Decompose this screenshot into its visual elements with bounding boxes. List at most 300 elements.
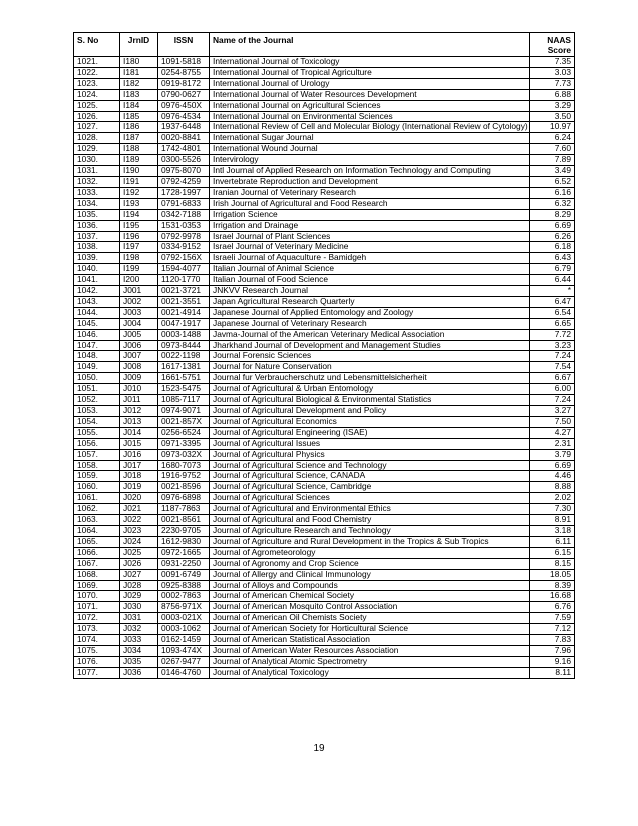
cell-jrnid: J036 bbox=[120, 667, 158, 678]
cell-issn: 1120-1770 bbox=[158, 275, 210, 286]
cell-jrnid: J014 bbox=[120, 427, 158, 438]
cell-sno: 1044. bbox=[74, 307, 120, 318]
cell-naas-score: 6.65 bbox=[530, 318, 575, 329]
cell-sno: 1073. bbox=[74, 624, 120, 635]
cell-journal-name: Journal of Agricultural Science, Cambridge bbox=[210, 482, 530, 493]
table-row bbox=[74, 493, 575, 504]
header-sno: S. No bbox=[74, 33, 120, 57]
cell-issn: 0021-8561 bbox=[158, 515, 210, 526]
table-row bbox=[74, 624, 575, 635]
table-row bbox=[74, 558, 575, 569]
cell-issn: 0021-857X bbox=[158, 416, 210, 427]
cell-sno: 1068. bbox=[74, 569, 120, 580]
cell-naas-score: 6.47 bbox=[530, 296, 575, 307]
cell-journal-name: Journal of Alloys and Compounds bbox=[210, 580, 530, 591]
cell-issn: 0976-6898 bbox=[158, 493, 210, 504]
cell-naas-score: 7.30 bbox=[530, 504, 575, 515]
header-issn: ISSN bbox=[158, 33, 210, 57]
cell-journal-name: International Journal of Tropical Agriculture bbox=[210, 67, 530, 78]
table-row bbox=[74, 329, 575, 340]
cell-jrnid: J003 bbox=[120, 307, 158, 318]
table-row bbox=[74, 57, 575, 68]
cell-sno: 1054. bbox=[74, 416, 120, 427]
cell-journal-name: Journal of Agricultural and Food Chemistry bbox=[210, 515, 530, 526]
table-row bbox=[74, 471, 575, 482]
cell-journal-name: Italian Journal of Food Science bbox=[210, 275, 530, 286]
cell-naas-score: 3.23 bbox=[530, 340, 575, 351]
cell-jrnid: I199 bbox=[120, 264, 158, 275]
table-row bbox=[74, 406, 575, 417]
cell-issn: 1728-1997 bbox=[158, 187, 210, 198]
table-row bbox=[74, 286, 575, 297]
cell-issn: 0972-1665 bbox=[158, 547, 210, 558]
table-row bbox=[74, 515, 575, 526]
cell-sno: 1033. bbox=[74, 187, 120, 198]
cell-jrnid: J020 bbox=[120, 493, 158, 504]
table-row bbox=[74, 198, 575, 209]
cell-naas-score: 4.46 bbox=[530, 471, 575, 482]
cell-journal-name: International Journal of Toxicology bbox=[210, 57, 530, 68]
cell-jrnid: J009 bbox=[120, 373, 158, 384]
cell-sno: 1061. bbox=[74, 493, 120, 504]
cell-jrnid: J021 bbox=[120, 504, 158, 515]
cell-issn: 0975-8070 bbox=[158, 166, 210, 177]
cell-naas-score: 8.39 bbox=[530, 580, 575, 591]
cell-naas-score: 3.29 bbox=[530, 100, 575, 111]
cell-jrnid: J012 bbox=[120, 406, 158, 417]
cell-journal-name: Journal of Agronomy and Crop Science bbox=[210, 558, 530, 569]
cell-journal-name: Journal of Agriculture Research and Technology bbox=[210, 525, 530, 536]
table-row bbox=[74, 427, 575, 438]
cell-jrnid: J010 bbox=[120, 384, 158, 395]
cell-naas-score: 6.24 bbox=[530, 133, 575, 144]
cell-issn: 0976-450X bbox=[158, 100, 210, 111]
cell-jrnid: I198 bbox=[120, 253, 158, 264]
cell-issn: 1085-7117 bbox=[158, 395, 210, 406]
header-naas-score-line2: Score bbox=[547, 45, 571, 55]
cell-sno: 1058. bbox=[74, 460, 120, 471]
cell-journal-name: Journal of Agriculture and Rural Development in the Tropics & Sub Tropics bbox=[210, 536, 530, 547]
header-journal-name: Name of the Journal bbox=[210, 33, 530, 57]
cell-issn: 0973-032X bbox=[158, 449, 210, 460]
table-row bbox=[74, 242, 575, 253]
cell-naas-score: 7.24 bbox=[530, 351, 575, 362]
cell-jrnid: J013 bbox=[120, 416, 158, 427]
table-row bbox=[74, 209, 575, 220]
cell-sno: 1066. bbox=[74, 547, 120, 558]
table-row bbox=[74, 351, 575, 362]
cell-journal-name: Journal of American Mosquito Control Association bbox=[210, 602, 530, 613]
cell-naas-score: 4.27 bbox=[530, 427, 575, 438]
cell-jrnid: I200 bbox=[120, 275, 158, 286]
cell-naas-score: 10.97 bbox=[530, 122, 575, 133]
cell-issn: 8756-971X bbox=[158, 602, 210, 613]
cell-naas-score: 6.18 bbox=[530, 242, 575, 253]
cell-journal-name: International Sugar Journal bbox=[210, 133, 530, 144]
cell-journal-name: Journal of Allergy and Clinical Immunology bbox=[210, 569, 530, 580]
cell-jrnid: I191 bbox=[120, 176, 158, 187]
cell-jrnid: J004 bbox=[120, 318, 158, 329]
cell-jrnid: J017 bbox=[120, 460, 158, 471]
cell-naas-score: 8.88 bbox=[530, 482, 575, 493]
cell-jrnid: I197 bbox=[120, 242, 158, 253]
cell-issn: 0300-5526 bbox=[158, 155, 210, 166]
cell-issn: 0021-3721 bbox=[158, 286, 210, 297]
cell-jrnid: J015 bbox=[120, 438, 158, 449]
cell-journal-name: JNKVV Research Journal bbox=[210, 286, 530, 297]
cell-naas-score: 7.89 bbox=[530, 155, 575, 166]
cell-sno: 1062. bbox=[74, 504, 120, 515]
cell-naas-score: 6.69 bbox=[530, 460, 575, 471]
cell-naas-score: 7.96 bbox=[530, 645, 575, 656]
cell-journal-name: Invertebrate Reproduction and Development bbox=[210, 176, 530, 187]
table-row bbox=[74, 482, 575, 493]
table-row bbox=[74, 307, 575, 318]
table-row bbox=[74, 449, 575, 460]
table-row bbox=[74, 591, 575, 602]
cell-jrnid: I194 bbox=[120, 209, 158, 220]
cell-naas-score: 6.11 bbox=[530, 536, 575, 547]
table-row bbox=[74, 602, 575, 613]
cell-issn: 0254-8755 bbox=[158, 67, 210, 78]
cell-issn: 0919-8172 bbox=[158, 78, 210, 89]
cell-naas-score: 6.52 bbox=[530, 176, 575, 187]
cell-sno: 1022. bbox=[74, 67, 120, 78]
cell-jrnid: J025 bbox=[120, 547, 158, 558]
cell-naas-score: 3.27 bbox=[530, 406, 575, 417]
cell-jrnid: J005 bbox=[120, 329, 158, 340]
cell-sno: 1027. bbox=[74, 122, 120, 133]
cell-naas-score: 6.26 bbox=[530, 231, 575, 242]
table-row bbox=[74, 438, 575, 449]
cell-journal-name: Journal of American Water Resources Association bbox=[210, 645, 530, 656]
cell-jrnid: I189 bbox=[120, 155, 158, 166]
journal-table bbox=[73, 32, 575, 679]
cell-journal-name: Journal Forensic Sciences bbox=[210, 351, 530, 362]
cell-issn: 1916-9752 bbox=[158, 471, 210, 482]
cell-jrnid: J001 bbox=[120, 286, 158, 297]
cell-naas-score: 3.03 bbox=[530, 67, 575, 78]
cell-issn: 0334-9152 bbox=[158, 242, 210, 253]
cell-journal-name: Journal for Nature Conservation bbox=[210, 362, 530, 373]
cell-jrnid: I193 bbox=[120, 198, 158, 209]
cell-issn: 1187-7863 bbox=[158, 504, 210, 515]
cell-sno: 1032. bbox=[74, 176, 120, 187]
cell-sno: 1031. bbox=[74, 166, 120, 177]
cell-sno: 1025. bbox=[74, 100, 120, 111]
table-row bbox=[74, 67, 575, 78]
cell-sno: 1023. bbox=[74, 78, 120, 89]
cell-jrnid: I184 bbox=[120, 100, 158, 111]
cell-sno: 1051. bbox=[74, 384, 120, 395]
cell-jrnid: I195 bbox=[120, 220, 158, 231]
cell-issn: 0792-4259 bbox=[158, 176, 210, 187]
cell-sno: 1071. bbox=[74, 602, 120, 613]
cell-jrnid: J029 bbox=[120, 591, 158, 602]
cell-sno: 1057. bbox=[74, 449, 120, 460]
cell-naas-score: 6.54 bbox=[530, 307, 575, 318]
cell-journal-name: Italian Journal of Animal Science bbox=[210, 264, 530, 275]
table-row bbox=[74, 296, 575, 307]
cell-jrnid: J030 bbox=[120, 602, 158, 613]
cell-sno: 1069. bbox=[74, 580, 120, 591]
cell-journal-name: Javma-Journal of the American Veterinary Medical Association bbox=[210, 329, 530, 340]
cell-naas-score: 8.11 bbox=[530, 667, 575, 678]
cell-journal-name: Journal of Agricultural Economics bbox=[210, 416, 530, 427]
cell-jrnid: J032 bbox=[120, 624, 158, 635]
table-row bbox=[74, 111, 575, 122]
cell-issn: 0021-3551 bbox=[158, 296, 210, 307]
cell-issn: 0791-6833 bbox=[158, 198, 210, 209]
cell-jrnid: I182 bbox=[120, 78, 158, 89]
cell-sno: 1046. bbox=[74, 329, 120, 340]
cell-journal-name: Japanese Journal of Veterinary Research bbox=[210, 318, 530, 329]
cell-journal-name: Intl Journal of Applied Research on Information Technology and Computing bbox=[210, 166, 530, 177]
cell-issn: 0021-4914 bbox=[158, 307, 210, 318]
cell-sno: 1065. bbox=[74, 536, 120, 547]
cell-issn: 1531-0353 bbox=[158, 220, 210, 231]
cell-journal-name: Japan Agricultural Research Quarterly bbox=[210, 296, 530, 307]
cell-sno: 1059. bbox=[74, 471, 120, 482]
cell-jrnid: J035 bbox=[120, 656, 158, 667]
cell-sno: 1030. bbox=[74, 155, 120, 166]
cell-jrnid: I180 bbox=[120, 57, 158, 68]
cell-journal-name: Journal of Agricultural Science, CANADA bbox=[210, 471, 530, 482]
cell-sno: 1064. bbox=[74, 525, 120, 536]
cell-naas-score: 7.73 bbox=[530, 78, 575, 89]
cell-naas-score: 6.67 bbox=[530, 373, 575, 384]
table-row bbox=[74, 536, 575, 547]
cell-journal-name: Journal of Agricultural and Environmental Ethics bbox=[210, 504, 530, 515]
cell-sno: 1063. bbox=[74, 515, 120, 526]
cell-naas-score: 8.91 bbox=[530, 515, 575, 526]
table-row bbox=[74, 580, 575, 591]
cell-issn: 0003-021X bbox=[158, 613, 210, 624]
table-row bbox=[74, 220, 575, 231]
cell-journal-name: Israeli Journal of Aquaculture - Bamidgeh bbox=[210, 253, 530, 264]
cell-sno: 1053. bbox=[74, 406, 120, 417]
cell-sno: 1048. bbox=[74, 351, 120, 362]
cell-naas-score: 3.49 bbox=[530, 166, 575, 177]
cell-naas-score: 6.00 bbox=[530, 384, 575, 395]
cell-naas-score: 3.50 bbox=[530, 111, 575, 122]
cell-journal-name: Journal of Agricultural Biological & Environmental Statistics bbox=[210, 395, 530, 406]
cell-naas-score: 3.18 bbox=[530, 525, 575, 536]
cell-naas-score: 8.29 bbox=[530, 209, 575, 220]
header-naas-score bbox=[530, 33, 575, 57]
cell-issn: 0267-9477 bbox=[158, 656, 210, 667]
cell-naas-score: 7.35 bbox=[530, 57, 575, 68]
cell-sno: 1050. bbox=[74, 373, 120, 384]
cell-jrnid: J028 bbox=[120, 580, 158, 591]
table-row bbox=[74, 275, 575, 286]
table-row bbox=[74, 362, 575, 373]
table-row bbox=[74, 656, 575, 667]
cell-sno: 1034. bbox=[74, 198, 120, 209]
cell-naas-score: 18.05 bbox=[530, 569, 575, 580]
cell-jrnid: J018 bbox=[120, 471, 158, 482]
cell-issn: 1937-6448 bbox=[158, 122, 210, 133]
cell-journal-name: Journal of American Chemical Society bbox=[210, 591, 530, 602]
table-row bbox=[74, 504, 575, 515]
cell-issn: 0047-1917 bbox=[158, 318, 210, 329]
cell-journal-name: Jharkhand Journal of Development and Management Studies bbox=[210, 340, 530, 351]
table-row bbox=[74, 416, 575, 427]
cell-sno: 1076. bbox=[74, 656, 120, 667]
cell-issn: 0002-7863 bbox=[158, 591, 210, 602]
cell-naas-score: 6.44 bbox=[530, 275, 575, 286]
cell-naas-score: 6.69 bbox=[530, 220, 575, 231]
cell-jrnid: J006 bbox=[120, 340, 158, 351]
cell-journal-name: Journal fur Verbraucherschutz und Lebensmittelsicherheit bbox=[210, 373, 530, 384]
table-body bbox=[74, 57, 575, 679]
cell-jrnid: J019 bbox=[120, 482, 158, 493]
cell-issn: 0022-1198 bbox=[158, 351, 210, 362]
cell-journal-name: Journal of Agricultural Engineering (ISAE) bbox=[210, 427, 530, 438]
cell-sno: 1026. bbox=[74, 111, 120, 122]
cell-jrnid: I186 bbox=[120, 122, 158, 133]
cell-journal-name: Journal of American Oil Chemists Society bbox=[210, 613, 530, 624]
cell-jrnid: I196 bbox=[120, 231, 158, 242]
cell-jrnid: I185 bbox=[120, 111, 158, 122]
cell-jrnid: J024 bbox=[120, 536, 158, 547]
cell-issn: 1742-4801 bbox=[158, 144, 210, 155]
cell-sno: 1077. bbox=[74, 667, 120, 678]
cell-naas-score: 7.54 bbox=[530, 362, 575, 373]
cell-issn: 0792-9978 bbox=[158, 231, 210, 242]
cell-jrnid: J026 bbox=[120, 558, 158, 569]
cell-issn: 0020-8841 bbox=[158, 133, 210, 144]
cell-sno: 1043. bbox=[74, 296, 120, 307]
cell-jrnid: J008 bbox=[120, 362, 158, 373]
table-row bbox=[74, 395, 575, 406]
table-row bbox=[74, 340, 575, 351]
cell-naas-score: 7.60 bbox=[530, 144, 575, 155]
cell-issn: 1617-1381 bbox=[158, 362, 210, 373]
cell-sno: 1038. bbox=[74, 242, 120, 253]
cell-naas-score: 6.32 bbox=[530, 198, 575, 209]
cell-sno: 1049. bbox=[74, 362, 120, 373]
table-row bbox=[74, 384, 575, 395]
cell-journal-name: International Wound Journal bbox=[210, 144, 530, 155]
table-row bbox=[74, 667, 575, 678]
cell-journal-name: Journal of Analytical Toxicology bbox=[210, 667, 530, 678]
cell-naas-score: * bbox=[530, 286, 575, 297]
cell-sno: 1072. bbox=[74, 613, 120, 624]
cell-issn: 0792-156X bbox=[158, 253, 210, 264]
cell-sno: 1052. bbox=[74, 395, 120, 406]
table-row bbox=[74, 155, 575, 166]
cell-issn: 0971-3395 bbox=[158, 438, 210, 449]
cell-sno: 1045. bbox=[74, 318, 120, 329]
cell-sno: 1042. bbox=[74, 286, 120, 297]
cell-sno: 1074. bbox=[74, 635, 120, 646]
cell-jrnid: I188 bbox=[120, 144, 158, 155]
table-row bbox=[74, 231, 575, 242]
cell-sno: 1056. bbox=[74, 438, 120, 449]
table-row bbox=[74, 264, 575, 275]
cell-jrnid: J023 bbox=[120, 525, 158, 536]
cell-journal-name: Journal of Agricultural Physics bbox=[210, 449, 530, 460]
cell-journal-name: Journal of Analytical Atomic Spectrometry bbox=[210, 656, 530, 667]
cell-naas-score: 6.16 bbox=[530, 187, 575, 198]
cell-issn: 0342-7188 bbox=[158, 209, 210, 220]
cell-sno: 1036. bbox=[74, 220, 120, 231]
cell-naas-score: 7.59 bbox=[530, 613, 575, 624]
cell-jrnid: J031 bbox=[120, 613, 158, 624]
cell-journal-name: Irrigation Science bbox=[210, 209, 530, 220]
cell-issn: 0162-1459 bbox=[158, 635, 210, 646]
table-row bbox=[74, 635, 575, 646]
cell-journal-name: Journal of Agricultural Sciences bbox=[210, 493, 530, 504]
cell-sno: 1028. bbox=[74, 133, 120, 144]
table-header-row bbox=[74, 33, 575, 57]
cell-naas-score: 2.02 bbox=[530, 493, 575, 504]
table-row bbox=[74, 176, 575, 187]
table-row bbox=[74, 253, 575, 264]
cell-jrnid: J034 bbox=[120, 645, 158, 656]
cell-journal-name: International Journal on Environmental Sciences bbox=[210, 111, 530, 122]
cell-sno: 1037. bbox=[74, 231, 120, 242]
page-number: 19 bbox=[313, 743, 325, 754]
table-row bbox=[74, 547, 575, 558]
cell-sno: 1024. bbox=[74, 89, 120, 100]
table-row bbox=[74, 187, 575, 198]
cell-journal-name: Journal of American Statistical Association bbox=[210, 635, 530, 646]
cell-issn: 1612-9830 bbox=[158, 536, 210, 547]
cell-issn: 0790-0627 bbox=[158, 89, 210, 100]
table-row bbox=[74, 613, 575, 624]
cell-naas-score: 6.15 bbox=[530, 547, 575, 558]
header-jrnid: JrnID bbox=[120, 33, 158, 57]
cell-journal-name: Israel Journal of Veterinary Medicine bbox=[210, 242, 530, 253]
cell-sno: 1021. bbox=[74, 57, 120, 68]
cell-jrnid: J027 bbox=[120, 569, 158, 580]
cell-journal-name: International Journal on Agricultural Sciences bbox=[210, 100, 530, 111]
cell-naas-score: 7.24 bbox=[530, 395, 575, 406]
cell-jrnid: J007 bbox=[120, 351, 158, 362]
cell-sno: 1041. bbox=[74, 275, 120, 286]
cell-sno: 1055. bbox=[74, 427, 120, 438]
cell-sno: 1040. bbox=[74, 264, 120, 275]
table-row bbox=[74, 144, 575, 155]
cell-naas-score: 6.76 bbox=[530, 602, 575, 613]
cell-issn: 0003-1488 bbox=[158, 329, 210, 340]
cell-naas-score: 7.12 bbox=[530, 624, 575, 635]
cell-naas-score: 7.83 bbox=[530, 635, 575, 646]
cell-naas-score: 6.43 bbox=[530, 253, 575, 264]
cell-sno: 1070. bbox=[74, 591, 120, 602]
cell-issn: 1661-5751 bbox=[158, 373, 210, 384]
cell-naas-score: 7.72 bbox=[530, 329, 575, 340]
cell-sno: 1047. bbox=[74, 340, 120, 351]
cell-jrnid: J016 bbox=[120, 449, 158, 460]
table-row bbox=[74, 133, 575, 144]
cell-naas-score: 3.79 bbox=[530, 449, 575, 460]
table-row bbox=[74, 166, 575, 177]
cell-issn: 0256-6524 bbox=[158, 427, 210, 438]
cell-sno: 1029. bbox=[74, 144, 120, 155]
cell-issn: 0146-4760 bbox=[158, 667, 210, 678]
cell-naas-score: 2.31 bbox=[530, 438, 575, 449]
cell-journal-name: Japanese Journal of Applied Entomology and Zoology bbox=[210, 307, 530, 318]
cell-jrnid: I187 bbox=[120, 133, 158, 144]
cell-journal-name: Journal of Agricultural & Urban Entomology bbox=[210, 384, 530, 395]
cell-jrnid: I183 bbox=[120, 89, 158, 100]
cell-journal-name: International Review of Cell and Molecular Biology (International Review of Cytology) bbox=[210, 122, 530, 133]
cell-journal-name: Journal of Agrometeorology bbox=[210, 547, 530, 558]
cell-issn: 0974-9071 bbox=[158, 406, 210, 417]
